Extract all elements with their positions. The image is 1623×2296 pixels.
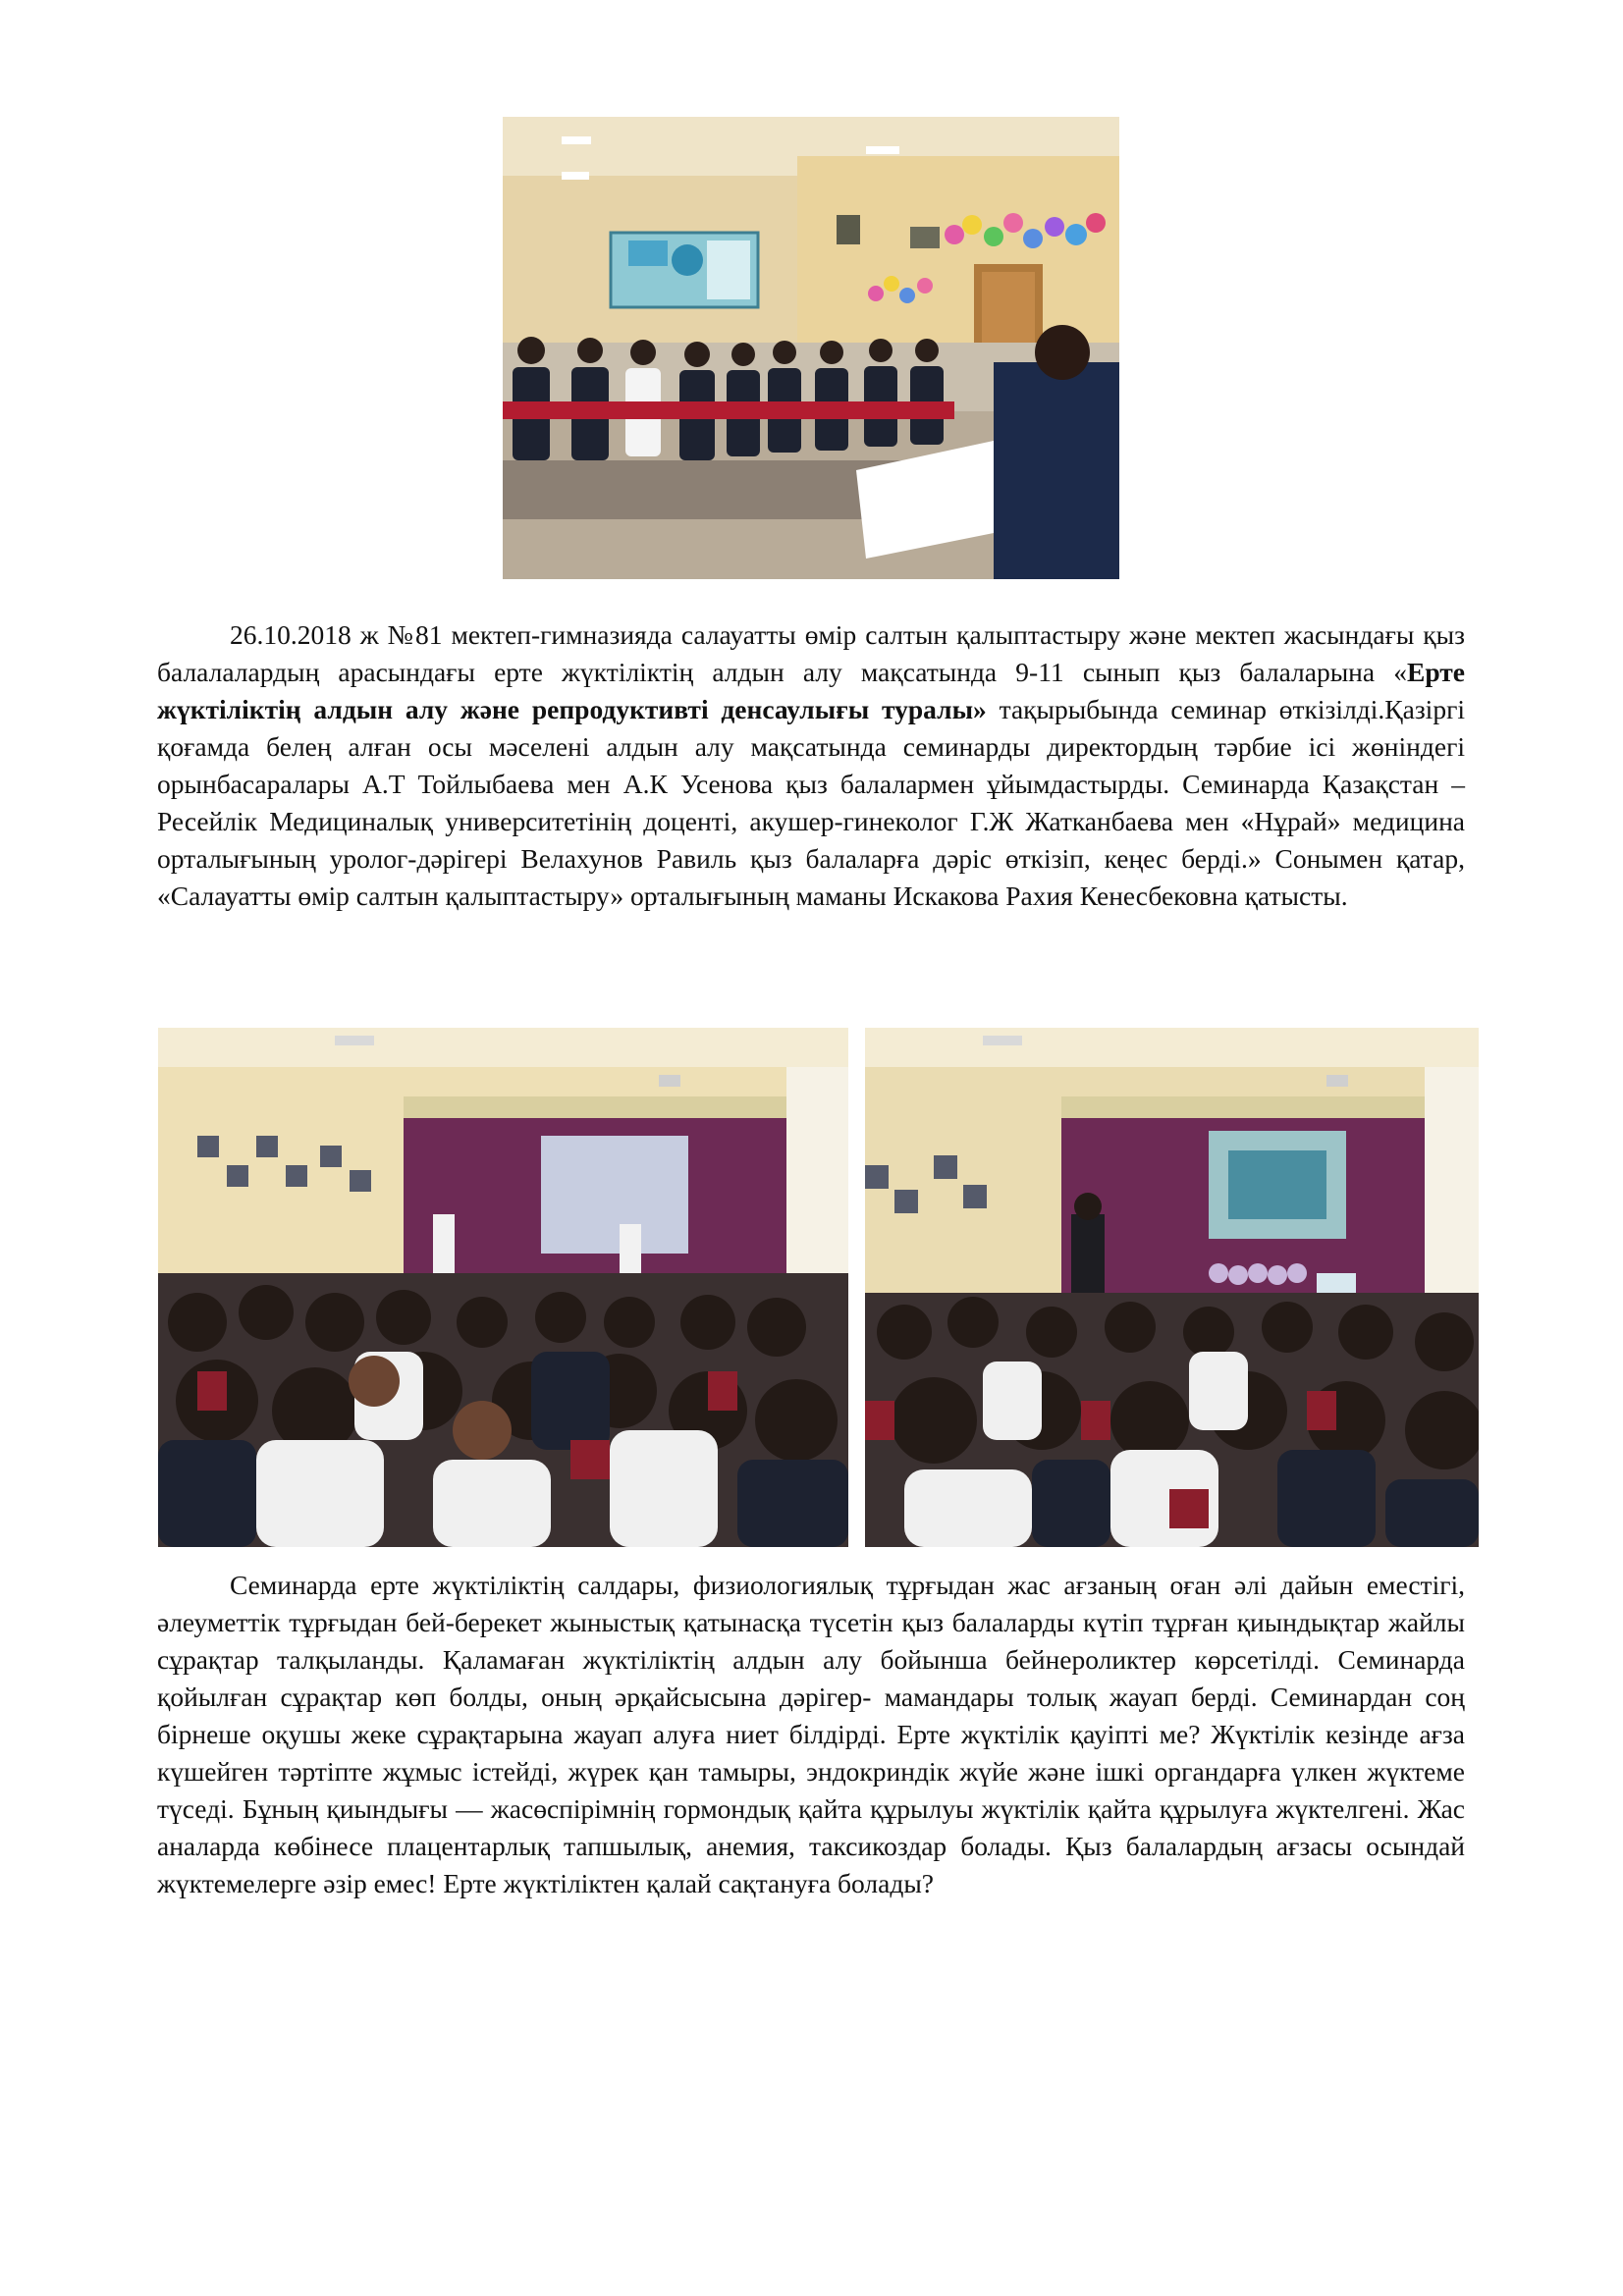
paragraph-seminar-discussion: [157, 1567, 1465, 1902]
paragraph-1-part-1: 26.10.2018 ж №81 мектеп-гимназияда салауатты өмір салтын қалыптастыру және мектеп жасындағы қыз балалалардың арасындағы ерте жүктіліктің алдын алу мақсатында 9-11 сынып қыз балаларына «: [157, 619, 1465, 687]
seminar-photo-audience-right: [865, 1028, 1479, 1547]
paragraph-seminar-announcement: [157, 616, 1465, 915]
seminar-photo-audience-left: [158, 1028, 848, 1547]
paragraph-1-part-2: тақырыбында семинар өткізілді.Қазіргі қоғамда белең алған осы мәселені алдын алу мақсатында семинарды директордың тәрбие ісі жөніндегі орынбасаралары А.Т Тойлыбаева мен А.К Усенова қыз балалармен ұйымдастырды. Семинарда Қазақстан – Ресейлік Медициналық университетінің доценті, акушер-гинеколог Г.Ж Жатканбаева мен «Нұрай» медицина орталығының уролог-дәрігері Велахунов Равиль қыз балаларға дәріс өткізіп, кеңес берді.» Сонымен қатар, «Салауатты өмір салтын қалыптастыру» орталығының маманы Искакова Рахия Кенесбековна қатысты.: [157, 694, 1465, 911]
paragraph-2-text: Семинарда ерте жүктіліктің салдары, физиологиялық тұрғыдан жас ағзаның оған әлі дайын еместігі, әлеуметтік тұрғыдан бей-берекет жыныстық қатынасқа түсетін қыз балаларды күтіп тұрған қиындықтар жайлы сұрақтар талқыланды. Қаламаған жүктіліктің алдын алу бойынша бейнероликтер көрсетілді. Семинарда қойылған сұрақтар көп болды, оның әрқайсысына дәрігер- мамандары толық жауап берді. Семинардан соң бірнеше оқушы жеке сұрақтарына жауап алуға ниет білдірді. Ерте жүктілік қауіпті ме? Жүктілік кезінде ағза күшейген тәртіпте жұмыс істейді, жүрек қан тамыры, эндокриндік жүйе және ішкі органдарға үлкен жүктеме түседі. Бұның қиындығы — жасөспірімнің гормондық қайта құрылуы жүктілік қайта құрылуға жүктелгені. Жас аналарда көбінесе плацентарлық тапшылық, анемия, таксикоздар болады. Қыз балалардың ағзасы осындай жүктемелерге әзір емес! Ерте жүктіліктен қалай сақтануға болады?: [157, 1570, 1465, 1898]
seminar-title-bold: Ерте жүктіліктің алдын алу және репродуктивті денсаулығы туралы»: [157, 657, 1465, 724]
seminar-photo-seated-students: [503, 117, 1119, 579]
